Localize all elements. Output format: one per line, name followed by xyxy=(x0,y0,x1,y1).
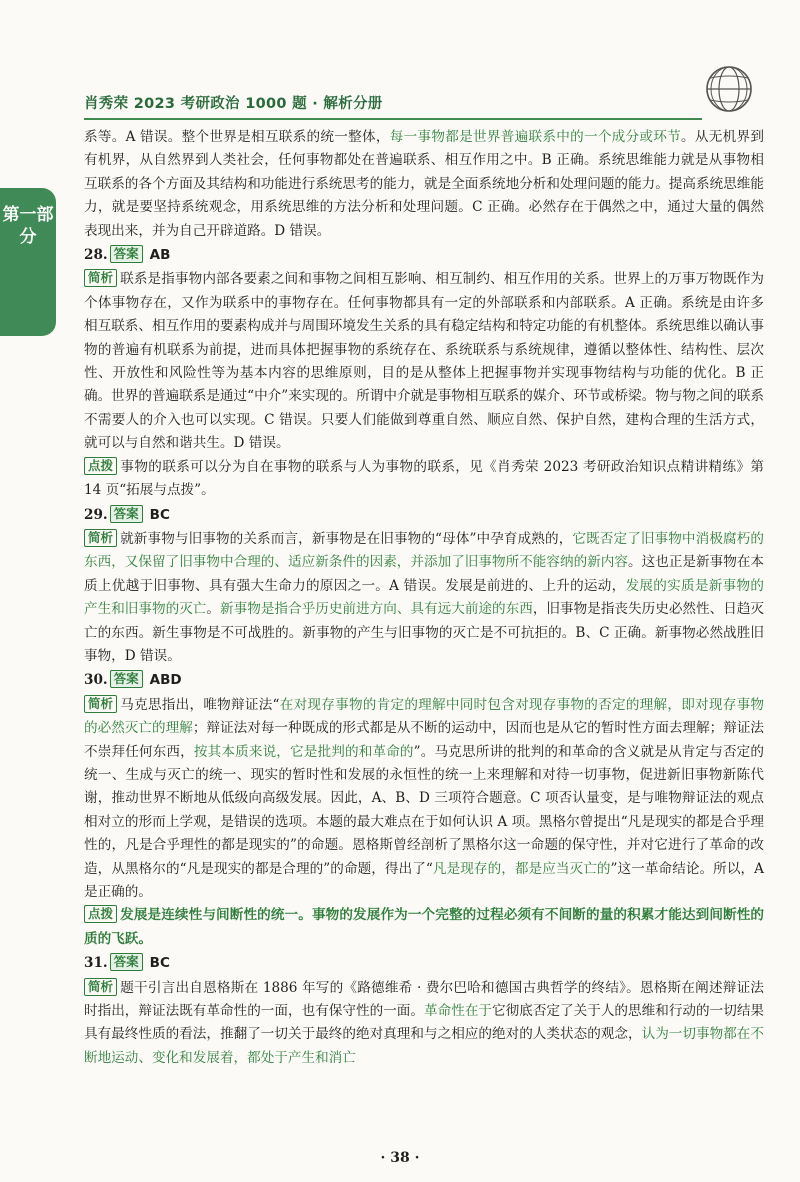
analysis-tag: 简析 xyxy=(84,269,117,287)
question-30-tip: 点拨 发展是连续性与间断性的统一。事物的发展作为一个完整的过程必须有不间断的量的积累才能达到间断性的质的飞跃。 xyxy=(84,906,765,947)
answer-value: BC xyxy=(149,955,170,972)
answer-tag: 答案 xyxy=(110,953,143,971)
tip-tag: 点拨 xyxy=(84,457,117,475)
answer-value: BC xyxy=(149,506,170,523)
analysis-tag: 简析 xyxy=(84,529,117,547)
question-30-answer: 30. 答案 ABD xyxy=(84,671,182,689)
section-side-tab xyxy=(0,188,56,336)
header-rule xyxy=(84,118,702,120)
section-side-tab-label: 第一部分 xyxy=(2,205,54,247)
question-28-analysis: 简析 联系是指事物内部各要素之间和事物之间相互影响、相互制约、相互作用的关系。世界上的万事万物既作为个体事物存在，又作为联系中的事物存在。任何事物都具有一定的外部联系和内部联系。A 正确。系统是由许多相互联系、相互作用的要素构成并与周围环境发生关系的具有稳定结构和特定功能的有机整体。系统思维以确认事物的普遍有机联系为前提，进而具体把握事物的系统存在、系统联系与系统规律，遵循以整体性、结构性、层次性、开放性和风险性等为基本内容的思维原则，目的是从整体上把握事物并实现事物结构与功能的优化。B 正确。世界的普遍联系是通过“中介”来实现的。所谓中介就是事物相互联系的媒介、环节或桥梁。物与物之间的联系不需要人的介入也可以实现。C 错误。只要人们能做到尊重自然、顺应自然、保护自然，建构合理的生活方式，就可以与自然和谐共生。D 错误。 xyxy=(84,270,764,452)
answer-value: ABD xyxy=(149,672,182,689)
question-29-analysis: 简析 就新事物与旧事物的关系而言，新事物是在旧事物的“母体”中孕育成熟的，它既否定了旧事物中消极腐朽的东西，又保留了旧事物中合理的、适应新条件的因素，并添加了旧事物所不能容纳的新内容。这也正是新事物在本质上优越于旧事物、具有强大生命力的原因之一。A 错误。发展是前进的、上升的运动，发展的实质是新事物的产生和旧事物的灭亡。新事物是指合乎历史前进方向、具有远大前途的东西，旧事物是指丧失历史必然性、日趋灭亡的东西。新生事物是不可战胜的。新事物的产生与旧事物的灭亡是不可抗拒的。B、C 正确。新事物必然战胜旧事物，D 错误。 xyxy=(84,529,765,664)
page-number: · 38 · xyxy=(380,1150,420,1166)
analysis-tag: 简析 xyxy=(84,978,117,996)
answer-value: AB xyxy=(149,247,171,264)
analysis-tag: 简析 xyxy=(84,695,117,713)
question-29-answer: 29. 答案 BC xyxy=(84,505,170,523)
answer-tag: 答案 xyxy=(110,670,143,688)
running-header: 肖秀荣 2023 考研政治 1000 题 · 解析分册 xyxy=(84,96,383,112)
answer-tag: 答案 xyxy=(110,245,143,263)
question-31-answer: 31. 答案 BC xyxy=(84,954,170,972)
answer-tag: 答案 xyxy=(110,505,143,523)
question-28-answer: 28. 答案 AB xyxy=(84,246,171,264)
highlight: 每一事物都是世界普遍联系中的一个成分或环节 xyxy=(389,129,682,145)
question-30-analysis: 简析 马克思指出，唯物辩证法“在对现存事物的肯定的理解中同时包含对现存事物的否定的理解，即对现存事物的必然灭亡的理解；辩证法对每一种既成的形式都是从不断的运动中，因而也是从它的暂时性方面去理解；辩证法不崇拜任何东西，按其本质来说，它是批判的和革命的”。马克思所讲的批判的和革命的含义就是从肯定与否定的统一、生成与灭亡的统一、现实的暂时性和发展的永恒性的统一上来理解和对待一切事物，促进新旧事物新陈代谢，推动世界不断地从低级向高级发展。因此，A、B、D 三项符合题意。C 项否认量变，是与唯物辩证法的观点相对立的形而上学观，是错误的选项。本题的最大难点在于如何认识 A 项。黑格尔曾提出“凡是现实的都是合乎理性的，凡是合乎理性的都是现实的”的命题。恩格斯曾经剖析了黑格尔这一命题的保守性，并对它进行了革命的改造，从黑格尔的“凡是现实的都是合理的”的命题，得出了“凡是现存的，都是应当灭亡的”这一革命结论。所以，A 是正确的。 xyxy=(84,695,765,900)
question-31-analysis: 简析 题干引言出自恩格斯在 1886 年写的《路德维希 · 费尔巴哈和德国古典哲学的终结》。恩格斯在阐述辩证法时指出，辩证法既有革命性的一面，也有保守性的一面。革命性在于它彻底否定了关于人的思维和行动的一切结果具有最终性质的看法，推翻了一切关于最终的绝对真理和与之相应的绝对的人类状态的观念，认为一切事物都在不断地运动、变化和发展着，都处于产生和消亡 xyxy=(84,978,765,1066)
tip-tag: 点拨 xyxy=(84,905,117,923)
globe-icon xyxy=(704,64,754,114)
question-28-tip: 点拨 事物的联系可以分为自在事物的联系与人为事物的联系，见《肖秀荣 2023 考研政治知识点精讲精练》第 14 页“拓展与点拨”。 xyxy=(84,457,764,499)
page-body xyxy=(84,126,764,1070)
continued-explanation: 系等。A 错误。整个世界是相互联系的统一整体，每一事物都是世界普遍联系中的一个成分或环节。从无机界到有机界，从自然界到人类社会，任何事物都处在普遍联系、相互作用之中。B 正确。系统思维能力就是从事物相互联系的各个方面及其结构和功能进行系统思考的能力，就是全面系统地分析和处理问题的能力。提高系统思维能力，就是要坚持系统观念，用系统思维的方法分析和处理问题。C 正确。必然存在于偶然之中，通过大量的偶然表现出来，并为自己开辟道路。D 错误。 xyxy=(84,129,765,239)
